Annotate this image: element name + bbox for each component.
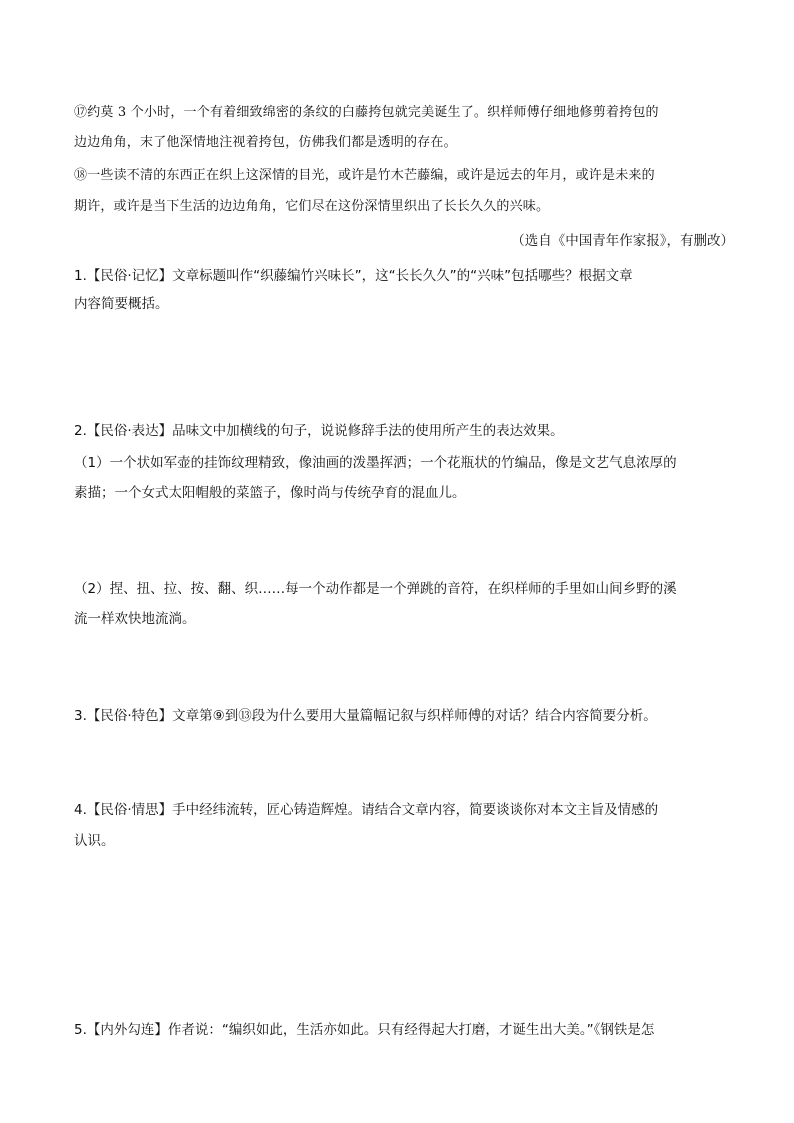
question-4-line-1: 4.【民俗·情思】手中经纬流转，匠心铸造辉煌。请结合文章内容，简要谈谈你对本文主旨及情感的	[74, 802, 659, 818]
source-citation: （选自《中国青年作家报》，有删改）	[511, 233, 734, 249]
question-2-1-line-1: （1）一个状如军壶的挂饰纹理精致，像油画的泼墨挥洒；一个花瓶状的竹编品，像是文艺气息浓厚的	[74, 455, 677, 471]
paragraph-17-line-1: ⑰约莫 3 个小时，一个有着细致绵密的条纹的白藤挎包就完美诞生了。织样师傅仔细地修剪着挎包的	[74, 105, 659, 120]
paragraph-18-line-1: ⑱一些读不清的东西正在织上这深情的目光，或许是竹木芒藤编，或许是远去的年月，或许是未来的	[74, 168, 655, 183]
question-4-line-2: 认识。	[74, 833, 115, 849]
question-2-2-line-2: 流一样欢快地流淌。	[74, 611, 196, 627]
question-2-2-line-1: （2）捏、扭、拉、按、翻、织……每一个动作都是一个弹跳的音符，在织样师的手里如山间乡野的溪	[74, 581, 677, 597]
question-3-line-1: 3.【民俗·特色】文章第⑨到⑬段为什么要用大量篇幅记叙与织样师傅的对话？结合内容简要分析。	[74, 708, 657, 724]
paragraph-18-line-2: 期许，或许是当下生活的边边角角，它们尽在这份深情里织出了长长久久的兴味。	[74, 199, 550, 214]
question-5-line-1: 5.【内外勾连】作者说：“编织如此，生活亦如此。只有经得起大打磨，才诞生出大美。”《钢铁是怎	[74, 1022, 655, 1038]
question-1-line-1: 1.【民俗·记忆】文章标题叫作“织藤编竹兴味长”，这“长长久久”的“兴味”包括哪些？根据文章	[74, 268, 633, 284]
paragraph-17-line-2: 边边角角，末了他深情地注视着挎包，仿佛我们都是透明的存在。	[74, 135, 457, 150]
question-2-line-1: 2.【民俗·表达】品味文中加横线的句子，说说修辞手法的使用所产生的表达效果。	[74, 423, 564, 439]
question-1-line-2: 内容简要概括。	[74, 296, 169, 312]
question-2-1-line-2: 素描；一个女式太阳帽般的菜篮子，像时尚与传统孕育的混血儿。	[74, 485, 466, 501]
